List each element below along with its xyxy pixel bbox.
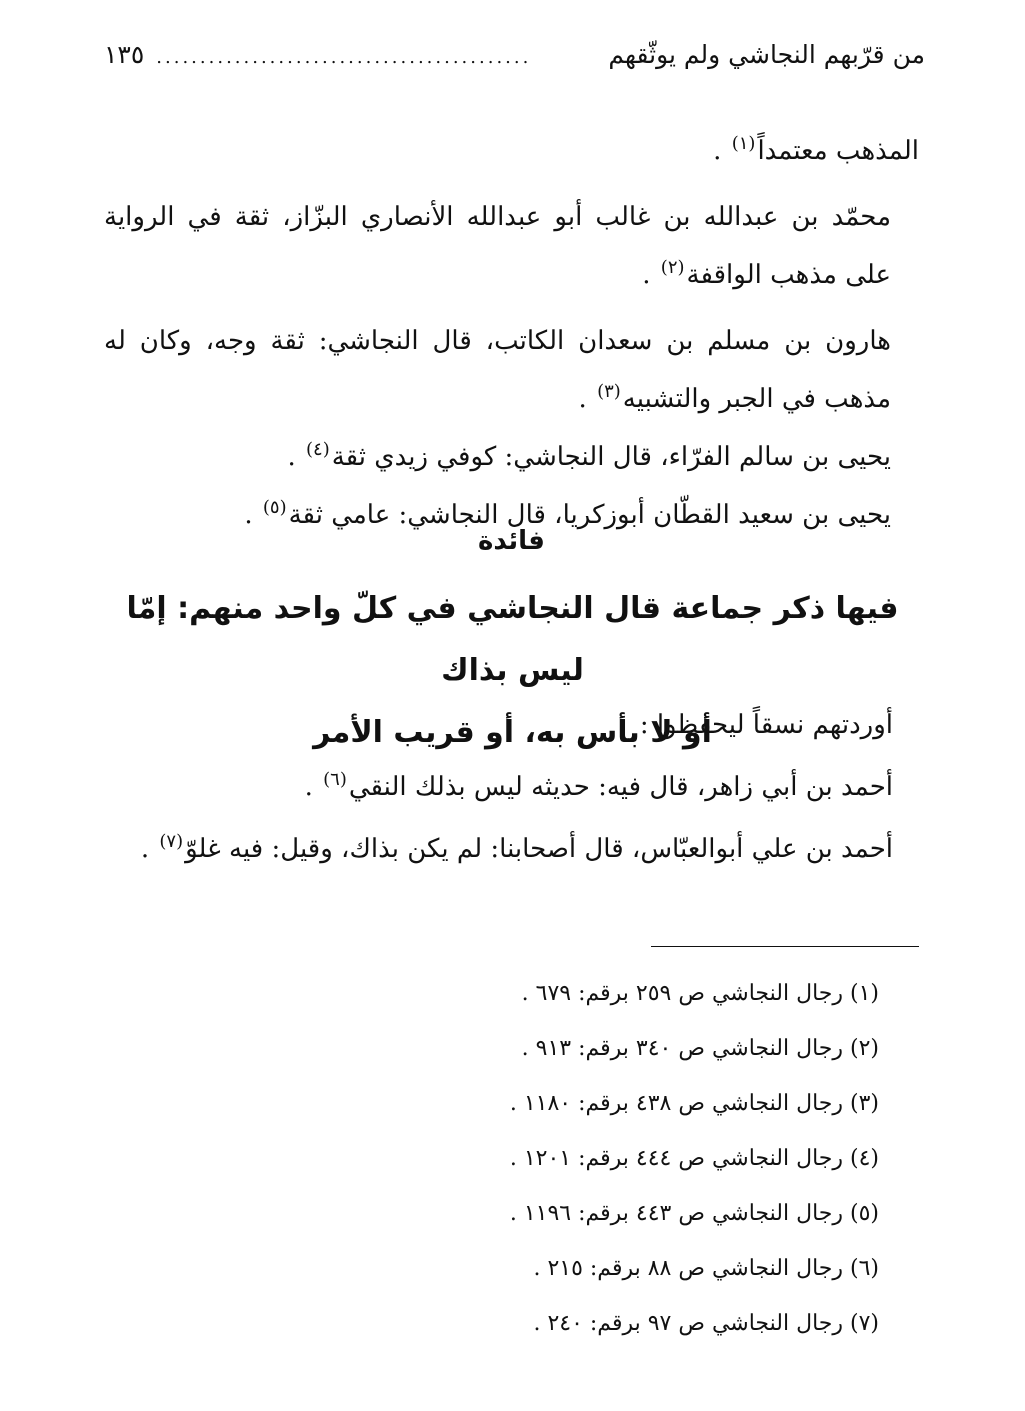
footnote: (٥) رجال النجاشي ص ٤٤٣ برقم: ١١٩٦ . bbox=[509, 1201, 879, 1226]
paragraph: محمّد بن عبدالله بن غالب أبو عبدالله الأنصاري البزّاز، ثقة في الرواية على مذهب الواقفة$^{(٢)}$ . bbox=[104, 202, 891, 290]
footnote-ref[interactable]: (٥) bbox=[262, 497, 287, 519]
footnote-ref[interactable]: (٤) bbox=[305, 439, 330, 461]
section-label: فائدة bbox=[478, 526, 545, 556]
section-title-line: أو لا بأس به، أو قريب الأمر bbox=[313, 715, 712, 750]
footnote: (٣) رجال النجاشي ص ٤٣٨ برقم: ١١٨٠ . bbox=[509, 1091, 879, 1116]
dot-leader: ........................................... bbox=[156, 47, 532, 68]
footnote-ref[interactable]: (٧) bbox=[159, 831, 184, 853]
footnote: (٤) رجال النجاشي ص ٤٤٤ برقم: ١٢٠١ . bbox=[509, 1146, 879, 1171]
page-number: ١٣٥ bbox=[104, 40, 145, 69]
list-intro: أوردتهم نسقاً ليحفظوا : bbox=[639, 710, 893, 740]
footnote-ref[interactable]: (١) bbox=[731, 133, 756, 155]
list-item: أحمد بن علي أبوالعبّاس، قال أصحابنا: لم يكن بذاك، وقيل: فيه غلوّ$^{(٧)}$ . bbox=[140, 831, 893, 864]
footnote-ref[interactable]: (٣) bbox=[597, 381, 621, 403]
paragraph: هارون بن مسلم بن سعدان الكاتب، قال النجاشي: ثقة وجه، وكان له مذهب في الجبر والتشبيه$^{(٣)}$ . bbox=[104, 326, 891, 414]
footnote-ref[interactable]: (٢) bbox=[660, 257, 685, 279]
section-title-line: فيها ذكر جماعة قال النجاشي في كلّ واحد منهم: إمّا ليس بذاك bbox=[126, 591, 899, 688]
list-item: أحمد بن أبي زاهر، قال فيه: حديثه ليس بذلك النقي$^{(٦)}$ . bbox=[304, 769, 893, 802]
footnote: (٢) رجال النجاشي ص ٣٤٠ برقم: ٩١٣ . bbox=[521, 1036, 879, 1061]
narrator-list bbox=[104, 694, 893, 880]
footnote: (٦) رجال النجاشي ص ٨٨ برقم: ٢١٥ . bbox=[533, 1256, 879, 1281]
running-header bbox=[104, 40, 925, 88]
footnote-ref[interactable]: (٦) bbox=[323, 769, 347, 791]
body-text bbox=[104, 122, 919, 544]
running-header-title: من قرّبهم النجاشي ولم يوثّقهم bbox=[608, 40, 925, 69]
paragraph: المذهب معتمداً$^{(١)}$ . bbox=[713, 133, 919, 166]
footnote: (٧) رجال النجاشي ص ٩٧ برقم: ٢٤٠ . bbox=[533, 1311, 879, 1336]
footnote: (١) رجال النجاشي ص ٢٥٩ برقم: ٦٧٩ . bbox=[521, 981, 879, 1006]
footnotes bbox=[459, 966, 879, 1351]
paragraph: يحيى بن سعيد القطّان أبوزكريا، قال النجاشي: عامي ثقة$^{(٥)}$ . bbox=[244, 497, 891, 530]
footnote-separator bbox=[651, 946, 919, 947]
paragraph: يحيى بن سالم الفرّاء، قال النجاشي: كوفي زيدي ثقة$^{(٤)}$ . bbox=[287, 439, 891, 472]
